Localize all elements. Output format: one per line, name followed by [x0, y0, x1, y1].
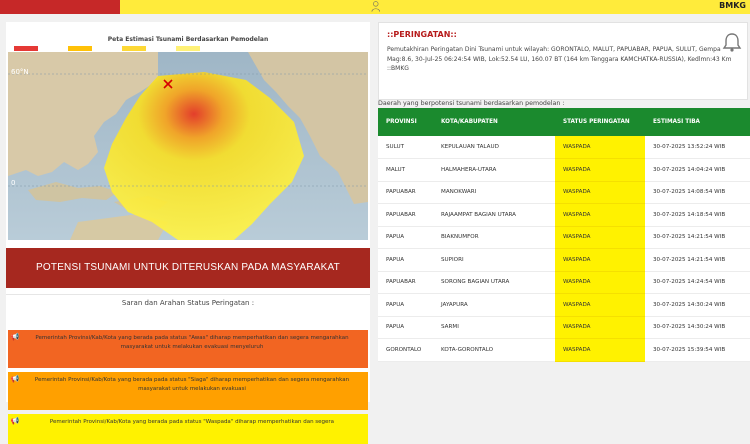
map-legend — [14, 46, 200, 51]
cell-status: WASPADA — [555, 316, 645, 339]
cell-estimasi: 30-07-2025 14:24:54 WIB — [645, 271, 750, 294]
cell-provinsi: PAPUABAR — [378, 271, 433, 294]
cell-kota: RAJAAMPAT BAGIAN UTARA — [433, 204, 555, 227]
legend-swatch — [122, 46, 146, 51]
cell-estimasi: 30-07-2025 14:21:54 WIB — [645, 249, 750, 272]
cell-estimasi: 30-07-2025 14:21:54 WIB — [645, 226, 750, 249]
table-header-row — [378, 108, 750, 136]
cell-provinsi: PAPUA — [378, 294, 433, 317]
saran-heading: Saran dan Arahan Status Peringatan : — [6, 294, 370, 307]
cell-status: WASPADA — [555, 159, 645, 182]
cell-status: WASPADA — [555, 204, 645, 227]
map-card — [6, 22, 370, 242]
legend-swatch — [68, 46, 92, 51]
cell-status: WASPADA — [555, 271, 645, 294]
cell-status: WASPADA — [555, 249, 645, 272]
right-panel — [376, 18, 750, 400]
region-caption: Daerah yang berpotensi tsunami berdasarkan pemodelan : — [378, 100, 565, 107]
table-row — [378, 316, 750, 339]
tsunami-map[interactable] — [8, 52, 368, 240]
cell-status: WASPADA — [555, 294, 645, 317]
cell-provinsi: GORONTALO — [378, 339, 433, 362]
cell-estimasi: 30-07-2025 14:30:24 WIB — [645, 294, 750, 317]
advice-awas-text: Pemerintah Provinsi/Kab/Kota yang berada pada status "Awas" diharap memperhatikan dan segera mengarahkan masyarakat untuk melakukan evakuasi menyeluruh — [35, 335, 349, 350]
cell-kota: SUPIORI — [433, 249, 555, 272]
table-row — [378, 339, 750, 362]
cell-provinsi: PAPUABAR — [378, 204, 433, 227]
warning-heading: ::PERINGATAN:: — [387, 30, 457, 39]
table-row — [378, 204, 750, 227]
cell-kota: KOTA-GORONTALO — [433, 339, 555, 362]
cell-estimasi: 30-07-2025 14:04:24 WIB — [645, 159, 750, 182]
advice-waspada — [8, 414, 368, 444]
user-icon[interactable] — [0, 0, 750, 14]
legend-swatch — [14, 46, 38, 51]
left-panel — [6, 22, 370, 425]
table-row — [378, 294, 750, 317]
table-row — [378, 159, 750, 182]
cell-provinsi: PAPUABAR — [378, 181, 433, 204]
table-row — [378, 271, 750, 294]
cell-estimasi: 30-07-2025 13:52:24 WIB — [645, 136, 750, 159]
axis-label-equator: 0 — [11, 179, 16, 187]
cell-status: WASPADA — [555, 136, 645, 159]
cell-kota: MANOKWARI — [433, 181, 555, 204]
cell-provinsi: SULUT — [378, 136, 433, 159]
column-header-kota: KOTA/KABUPATEN — [433, 108, 555, 136]
cell-kota: BIAKNUMFOR — [433, 226, 555, 249]
megaphone-icon: 📢 — [10, 333, 20, 341]
cell-estimasi: 30-07-2025 15:39:54 WIB — [645, 339, 750, 362]
advice-waspada-text: Pemerintah Provinsi/Kab/Kota yang berada pada status "Waspada" diharap memperhatikan dan segera — [49, 419, 335, 425]
table-row — [378, 136, 750, 159]
warning-box — [378, 22, 748, 100]
advice-siaga — [8, 372, 368, 410]
legend-swatch — [176, 46, 200, 51]
advice-siaga-text: Pemerintah Provinsi/Kab/Kota yang berada pada status "Siaga" diharap memperhatikan dan segera mengarahkan masyarakat untuk melakukan evakuasi — [34, 377, 350, 392]
cell-provinsi: PAPUA — [378, 249, 433, 272]
column-header-provinsi: PROVINSI — [378, 108, 433, 136]
cell-provinsi: PAPUA — [378, 226, 433, 249]
cell-status: WASPADA — [555, 181, 645, 204]
warning-body: Pemutakhiran Peringatan Dini Tsunami untuk wilayah: GORONTALO, MALUT, PAPUABAR, PAPUA, SULUT, Gempa Mag:8.6, 30-Jul-25 06:24:54 WIB, Lok:52.54 LU, 160.07 BT (164 km Tenggara KAMCHATKA-RUSSIA), Kedlmn:43 Km ::BMKG — [387, 46, 732, 72]
map-title: Peta Estimasi Tsunami Berdasarkan Pemodelan — [107, 36, 269, 43]
cell-kota: SORONG BAGIAN UTARA — [433, 271, 555, 294]
cell-kota: SARMI — [433, 316, 555, 339]
advice-awas — [8, 330, 368, 368]
cell-provinsi: PAPUA — [378, 316, 433, 339]
cell-kota: KEPULAUAN TALAUD — [433, 136, 555, 159]
alert-banner: POTENSI TSUNAMI UNTUK DITERUSKAN PADA MASYARAKAT — [6, 248, 370, 288]
cell-status: WASPADA — [555, 339, 645, 362]
axis-label-60n: 60°N — [11, 68, 29, 76]
cell-kota: HALMAHERA-UTARA — [433, 159, 555, 182]
tsunami-region-table — [378, 108, 750, 362]
cell-estimasi: 30-07-2025 14:08:54 WIB — [645, 181, 750, 204]
megaphone-icon: 📢 — [10, 375, 20, 383]
cell-estimasi: 30-07-2025 14:18:54 WIB — [645, 204, 750, 227]
cell-status: WASPADA — [555, 226, 645, 249]
table-row — [378, 226, 750, 249]
map-graphic — [8, 52, 368, 240]
cell-provinsi: MALUT — [378, 159, 433, 182]
brand-label: BMKG — [719, 1, 746, 10]
cell-kota: JAYAPURA — [433, 294, 555, 317]
megaphone-icon: 📢 — [10, 417, 20, 425]
cell-estimasi: 30-07-2025 14:30:24 WIB — [645, 316, 750, 339]
table-row — [378, 249, 750, 272]
column-header-status: STATUS PERINGATAN — [555, 108, 645, 136]
bell-icon[interactable] — [721, 31, 743, 53]
column-header-estimasi: ESTIMASI TIBA — [645, 108, 750, 136]
table-row — [378, 181, 750, 204]
